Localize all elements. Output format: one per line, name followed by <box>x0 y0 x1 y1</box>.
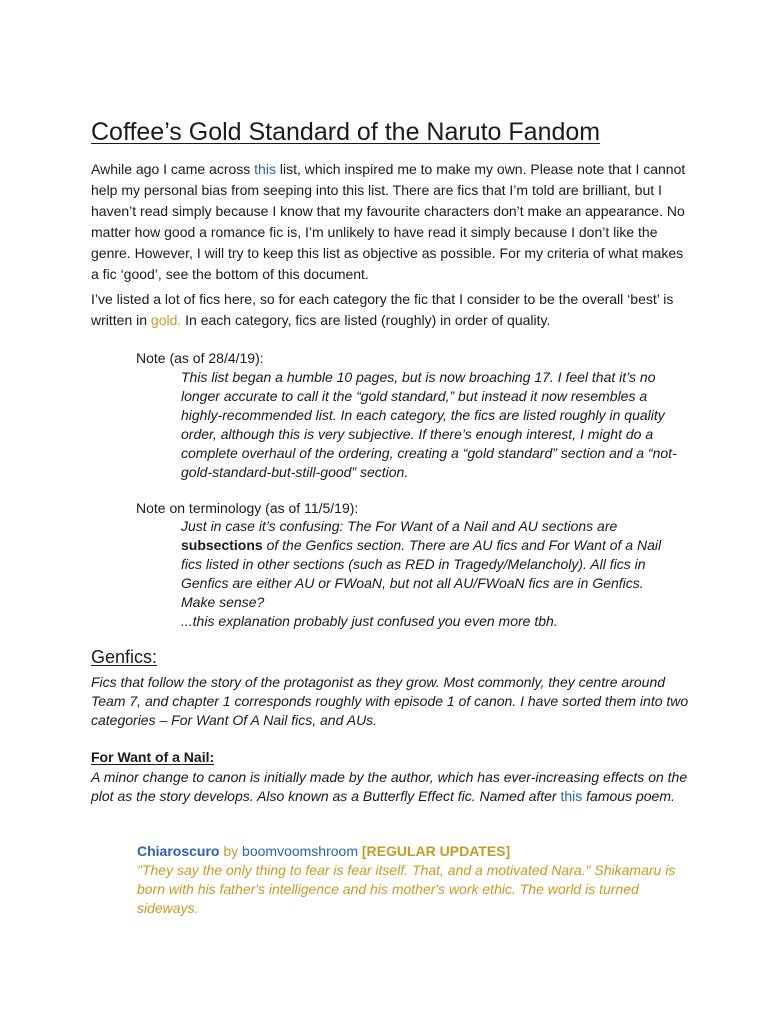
gold-explanation-paragraph <box>91 289 691 331</box>
fic-summary: "They say the only thing to fear is fear itself. That, and a motivated Nara." Shikamaru is born with his father's intelligence and his mother's work ethic. The world is turned sideways. <box>137 862 676 916</box>
fwoan-heading: For Want of a Nail: <box>91 749 215 765</box>
note-1-body: This list began a humble 10 pages, but is now broaching 17. I feel that it’s no longer accurate to call it the “gold standard,” but instead it now resembles a highly-recommended list. In each category, the fics are listed roughly in quality order, although this is very subjective. If there’s enough interest, I might do a complete overhaul of the ordering, creating a “gold standard” section and a “not-gold-standard-but-still-good” section. <box>181 369 677 480</box>
document-title: Coffee’s Gold Standard of the Naruto Fandom <box>91 118 601 146</box>
fwoan-text-2: famous poem. <box>582 788 675 804</box>
gold-text-2: In each category, fics are listed (roughly) in order of quality. <box>181 312 551 328</box>
fic-status-tag: [REGULAR UPDATES] <box>361 843 511 859</box>
intro-text-2: list, which inspired me to make my own. Please note that I cannot help my personal bias from seeping into this list. There are fics that I’m told are brilliant, but I haven’t read simply because I know that my favourite characters don’t make an appearance. No matter how good a romance fic is, I’m unlikely to have read it simply because I don’t like the genre. However, I will try to keep this list as objective as possible. For my criteria of what makes a fic ‘good’, see the bottom of this document. <box>91 161 686 282</box>
intro-text-1: Awhile ago I came across <box>91 161 255 177</box>
note-2-text-2: of the Genfics section. There are AU fics and For Want of a Nail fics listed in other sections (such as RED in Tragedy/Melancholy). All fics in Genfics are either AU or FWoaN, but not all AU/FWoaN fics are in Genfics. Make sense? <box>181 537 662 610</box>
fwoan-text-1: A minor change to canon is initially made by the author, which has ever-increasing effects on the plot as the story develops. Also known as a Butterfly Effect fic. Named after <box>91 769 688 804</box>
note-2-label: Note on terminology (as of 11/5/19): <box>136 500 359 516</box>
intro-paragraph <box>91 159 691 285</box>
fic-author-link[interactable]: boomvoomshroom <box>242 843 358 859</box>
fic-title-link[interactable]: Chiaroscuro <box>137 843 220 859</box>
note-1-label: Note (as of 28/4/19): <box>136 350 264 366</box>
note-2-text-3: ...this explanation probably just confused you even more tbh. <box>181 613 558 629</box>
fic-entry-title <box>137 841 510 861</box>
inspiration-list-link[interactable]: this <box>254 161 276 177</box>
gold-text-1: I’ve listed a lot of fics here, so for each category the fic that I consider to be the overall ‘best’ is written in <box>91 291 674 328</box>
genfics-description: Fics that follow the story of the protagonist as they grow. Most commonly, they centre around Team 7, and chapter 1 corresponds roughly with episode 1 of canon. I have sorted them into two categories – For Want Of A Nail fics, and AUs. <box>91 674 689 728</box>
note-2-body <box>181 517 677 631</box>
poem-link[interactable]: this <box>560 788 583 804</box>
note-2-text-1: Just in case it’s confusing: The For Want of a Nail and AU sections are <box>181 518 618 534</box>
note-2-bold: subsections <box>181 537 263 553</box>
gold-word: gold. <box>150 312 182 328</box>
fic-by-text: by <box>219 843 243 859</box>
genfics-heading: Genfics: <box>91 647 158 667</box>
fwoan-description <box>91 768 691 806</box>
